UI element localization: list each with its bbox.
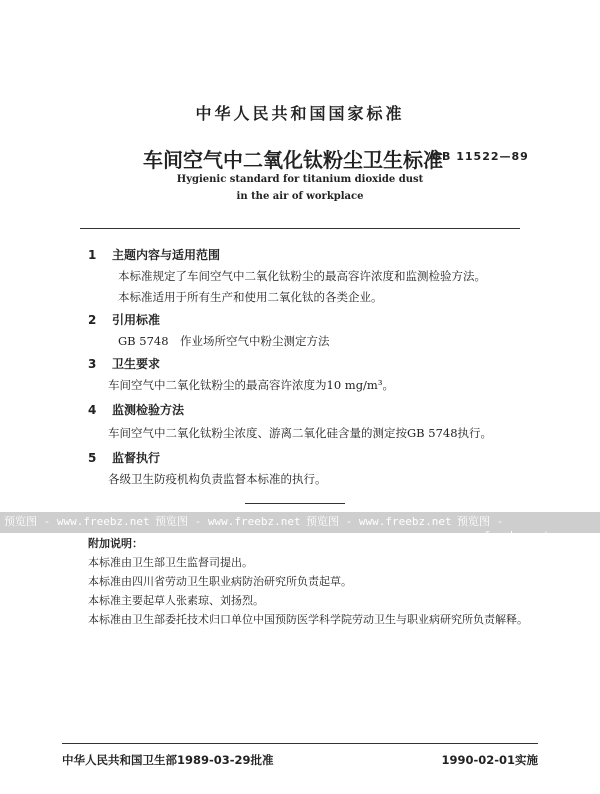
section-2-heading xyxy=(88,311,160,328)
approval-date: 中华人民共和国卫生部1989-03-29批准 xyxy=(62,753,274,767)
section-1-line-2: 本标准适用于所有生产和使用二氧化钛的各类企业。 xyxy=(118,290,383,304)
watermark-text: 预览图 - www.freebz.net xyxy=(4,515,150,528)
english-title-line-1: Hygienic standard for titanium dioxide dust xyxy=(176,174,424,185)
standard-code: GB 11522—89 xyxy=(432,150,529,163)
effective-date: 1990-02-01实施 xyxy=(441,753,538,767)
watermark-text: 预览图 - www.freebz.net xyxy=(306,515,452,528)
english-title-line-2: in the air of workplace xyxy=(236,191,364,202)
section-5-line-1: 各级卫生防疫机构负责监督本标准的执行。 xyxy=(108,472,327,486)
section-3-line-1: 车间空气中二氧化钛粉尘的最高容许浓度为10 mg/m³。 xyxy=(108,378,394,392)
section-title: 主题内容与适用范围 xyxy=(112,248,221,262)
section-4-heading xyxy=(88,401,184,418)
appendix-line: 本标准主要起草人张素琼、刘扬烈。 xyxy=(88,594,264,607)
section-title: 监督执行 xyxy=(112,451,161,465)
appendix-line: 本标准由四川省劳动卫生职业病防治研究所负责起草。 xyxy=(88,575,352,588)
watermark-text: 预览图 - www.freebz.net xyxy=(155,515,301,528)
section-number: 2 xyxy=(88,313,97,327)
section-number: 5 xyxy=(88,451,97,465)
section-2-line-1: GB 5748 作业场所空气中粉尘测定方法 xyxy=(118,334,330,348)
section-4-line-1: 车间空气中二氧化钛粉尘浓度、游离二氧化硅含量的测定按GB 5748执行。 xyxy=(108,426,493,440)
section-number: 4 xyxy=(88,403,97,417)
end-divider xyxy=(245,503,345,504)
footer-divider xyxy=(62,743,538,744)
section-title: 卫生要求 xyxy=(112,357,161,371)
standard-header: 中华人民共和国国家标准 xyxy=(195,104,405,123)
appendix-heading: 附加说明： xyxy=(88,537,143,550)
title-divider xyxy=(80,228,520,229)
appendix-line: 本标准由卫生部卫生监督司提出。 xyxy=(88,556,253,569)
section-title: 引用标准 xyxy=(112,313,161,327)
section-number: 3 xyxy=(88,357,97,371)
section-1-line-1: 本标准规定了车间空气中二氧化钛粉尘的最高容许浓度和监测检验方法。 xyxy=(118,269,486,283)
section-number: 1 xyxy=(88,248,97,262)
document-title: 车间空气中二氧化钛粉尘卫生标准 xyxy=(143,148,443,172)
section-3-heading xyxy=(88,355,160,372)
section-title: 监测检验方法 xyxy=(112,403,185,417)
section-1-heading xyxy=(88,246,220,263)
section-5-heading xyxy=(88,449,160,466)
watermark-text: 预览图 - www.freebz.net xyxy=(457,515,550,542)
appendix-line: 本标准由卫生部委托技术归口单位中国预防医学科学院劳动卫生与职业病研究所负责解释。 xyxy=(88,613,528,626)
